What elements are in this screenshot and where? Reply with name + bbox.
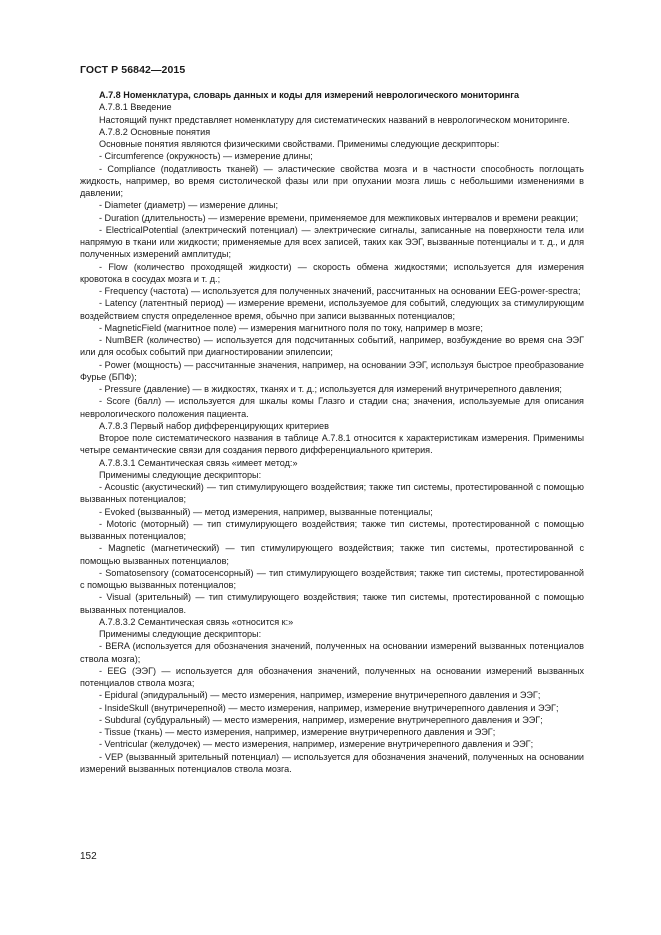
list-item: - Evoked (вызванный) — метод измерения, например, вызванные потенциалы; (99, 506, 433, 517)
list-item: - Ventricular (желудочек) — место измерения, например, измерение внутричерепного давления и ЭЭГ; (99, 739, 534, 750)
list-item: - BERA (используется для обозначения значений, полученных на основании измерений вызванных потенциалов ствола мозга); (80, 641, 584, 664)
paragraph: Второе поле систематического названия в таблице А.7.8.1 относится к характеристикам измерения. Применимы четыре семантические связи для создания первого дифференциального критерия. (80, 433, 584, 456)
subsection-title: А.7.8.3.1 Семантическая связь «имеет метод:» (99, 457, 298, 468)
paragraph: Применимы следующие дескрипторы: (99, 469, 262, 480)
list-item: - VEP (вызванный зрительный потенциал) — используется для обозначения значений, полученных на основании измерений вызванных потенциалов ствола мозга. (80, 751, 584, 774)
subsection-title: А.7.8.1 Введение (99, 102, 172, 113)
subsection-title: А.7.8.2 Основные понятия (99, 126, 211, 137)
paragraph: Основные понятия являются физическими свойствами. Применимы следующие дескрипторы: (99, 139, 500, 149)
list-item: - Flow (количество проходящей жидкости) — скорость обмена жидкостями; используется для измерения кровотока в сосудах мозга и т. д.; (80, 261, 584, 284)
list-item: - Epidural (эпидуральный) — место измерения, например, измерение внутричерепного давления и ЭЭГ; (99, 690, 541, 701)
document-body (80, 89, 584, 775)
list-item: - Compliance (податливость тканей) — эластические свойства мозга и в частности способность поглощать жидкость, например, во время систолической фазы или при опухании мозга лишь с небольшими изменениями в давлении; (80, 163, 584, 198)
list-item: - ElectricalPotential (электрический потенциал) — электрические сигналы, записанные на поверхности тела или напрямую в ткани или жидкости; применяемые для всех записей, таких как ЭЭГ, вызванные потенциалы и т. д., и для полученных измерений амплитуды; (80, 224, 584, 260)
list-item: - Acoustic (акустический) — тип стимулирующего воздействия; также тип системы, протестированной с помощью вызванных потенциалов; (80, 482, 584, 505)
list-item: - Frequency (частота) — используется для полученных значений, рассчитанных на основании EEG-power-spectra; (99, 286, 581, 296)
list-item: - MagneticField (магнитное поле) — измерения магнитного поля по току, например в мозге; (99, 322, 483, 333)
document-header: ГОСТ Р 56842—2015 (80, 64, 186, 76)
subsection-title: А.7.8.3.2 Семантическая связь «относится к:» (99, 616, 294, 627)
list-item: - Pressure (давление) — в жидкостях, тканях и т. д.; используется для измерений внутричерепного давления; (99, 384, 562, 394)
list-item: - Circumference (окружность) — измерение длины; (99, 151, 313, 162)
list-item: - Somatosensory (соматосенсорный) — тип стимулирующего воздействия; также тип системы, протестированной с помощью вызванных потенциалов; (80, 567, 584, 590)
list-item: - Subdural (субдуральный) — место измерения, например, измерение внутричерепного давления и ЭЭГ; (99, 714, 543, 725)
list-item: - Diameter (диаметр) — измерение длины; (99, 200, 278, 211)
list-item: - EEG (ЭЭГ) — используется для обозначения значений, полученных на основании измерений вызванных потенциалов ствола мозга; (80, 665, 584, 688)
list-item: - Visual (зрительный) — тип стимулирующего воздействия; также тип системы, протестированной с помощью вызванных потенциалов. (80, 592, 584, 615)
list-item: - Score (балл) — используется для шкалы комы Глазго и стадии сна; значения, используемые для описания неврологического положения пациента. (80, 396, 584, 419)
subsection-title: А.7.8.3 Первый набор дифференцирующих критериев (99, 420, 329, 431)
list-item: - Tissue (ткань) — место измерения, например, измерение внутричерепного давления и ЭЭГ; (99, 727, 496, 737)
paragraph: Применимы следующие дескрипторы: (99, 629, 262, 639)
list-item: - Latency (латентный период) — измерение времени, используемое для событий, следующих за стимулирующим воздействием спустя определенное время, обычно при записи вызванных потенциалов; (80, 298, 584, 321)
list-item: - NumBER (количество) — используется для подсчитанных событий, например, возбуждение во время сна ЭЭГ или для особых событий при диагностировании эпилепсии; (80, 335, 584, 358)
section-heading: А.7.8 Номенклатура, словарь данных и коды для измерений неврологического мониторинга (99, 90, 520, 100)
paragraph: Настоящий пункт представляет номенклатуру для систематических названий в неврологическом мониторинге. (99, 114, 570, 125)
page-number: 152 (80, 851, 97, 862)
list-item: - Power (мощность) — рассчитанные значения, например, на основании ЭЭГ, используя быстрое преобразование Фурье (БПФ); (80, 359, 584, 382)
list-item: - Motoric (моторный) — тип стимулирующего воздействия; также тип системы, протестированной с помощью вызванных потенциалов; (80, 518, 584, 541)
list-item: - Duration (длительность) — измерение времени, применяемое для межпиковых интервалов и времени реакции; (99, 212, 579, 223)
list-item: - InsideSkull (внутричерепной) — место измерения, например, измерение внутричерепного давления и ЭЭГ; (99, 702, 559, 713)
list-item: - Magnetic (магнетический) — тип стимулирующего воздействия; также тип системы, протестированной с помощью вызванных потенциалов; (80, 543, 584, 566)
